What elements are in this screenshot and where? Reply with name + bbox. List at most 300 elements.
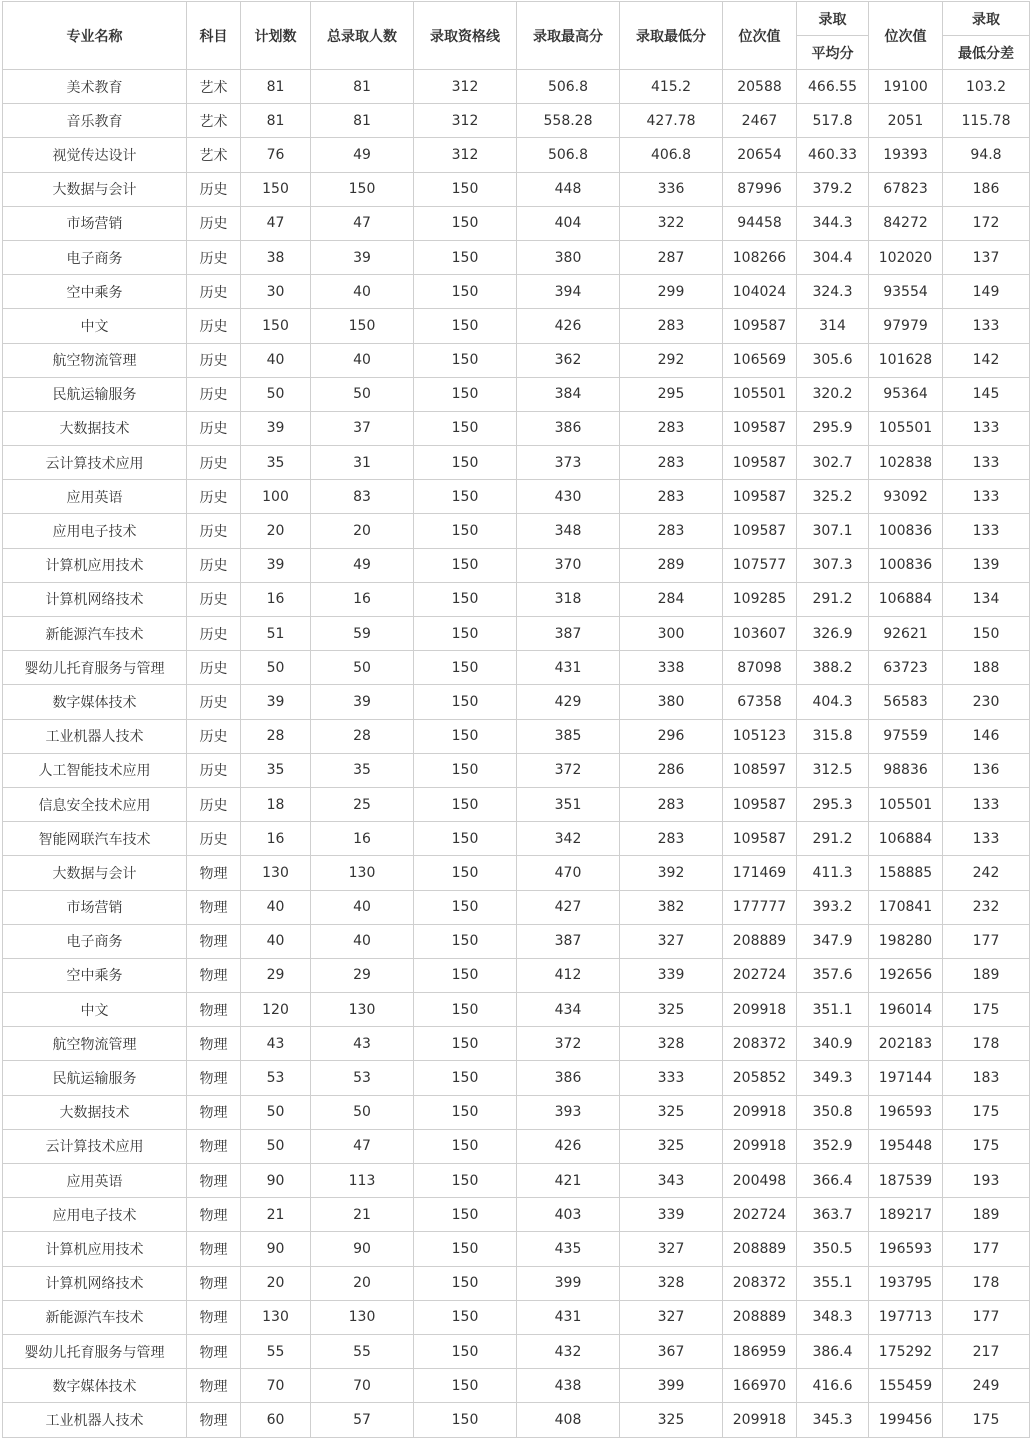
cell-major-name: 空中乘务 (3, 958, 187, 992)
cell-min-score-diff: 178 (943, 1027, 1030, 1061)
cell-max-score: 434 (517, 993, 620, 1027)
cell-min-score-diff: 178 (943, 1266, 1030, 1300)
cell-plan-count: 39 (241, 685, 311, 719)
cell-max-score: 421 (517, 1164, 620, 1198)
cell-subject: 物理 (187, 993, 241, 1027)
cell-admitted-count: 90 (311, 1232, 414, 1266)
cell-min-score-diff: 177 (943, 1300, 1030, 1334)
cell-subject: 历史 (187, 822, 241, 856)
cell-subject: 物理 (187, 1095, 241, 1129)
cell-rank-value: 208372 (723, 1027, 797, 1061)
cell-min-score-diff: 175 (943, 1403, 1030, 1437)
cell-max-score: 431 (517, 1300, 620, 1334)
cell-threshold: 150 (414, 1403, 517, 1437)
cell-threshold: 150 (414, 548, 517, 582)
cell-rank-value: 108597 (723, 753, 797, 787)
cell-plan-count: 40 (241, 924, 311, 958)
cell-min-score: 283 (620, 411, 723, 445)
cell-min-score: 382 (620, 890, 723, 924)
cell-avg-score: 307.3 (797, 548, 869, 582)
header-max-score: 录取最高分 (517, 2, 620, 70)
cell-subject: 历史 (187, 685, 241, 719)
cell-subject: 历史 (187, 377, 241, 411)
cell-rank-value-2: 63723 (869, 651, 943, 685)
cell-admitted-count: 35 (311, 753, 414, 787)
cell-avg-score: 314 (797, 309, 869, 343)
table-row (3, 1232, 1030, 1266)
cell-avg-score: 350.5 (797, 1232, 869, 1266)
cell-admitted-count: 49 (311, 548, 414, 582)
cell-rank-value-2: 198280 (869, 924, 943, 958)
cell-avg-score: 379.2 (797, 172, 869, 206)
cell-min-score-diff: 175 (943, 1129, 1030, 1163)
cell-threshold: 150 (414, 617, 517, 651)
cell-min-score: 427.78 (620, 104, 723, 138)
cell-min-score: 322 (620, 206, 723, 240)
cell-subject: 历史 (187, 309, 241, 343)
cell-major-name: 应用电子技术 (3, 1198, 187, 1232)
cell-rank-value: 94458 (723, 206, 797, 240)
cell-min-score: 339 (620, 1198, 723, 1232)
cell-plan-count: 130 (241, 1300, 311, 1334)
cell-plan-count: 100 (241, 480, 311, 514)
cell-admitted-count: 40 (311, 924, 414, 958)
cell-min-score-diff: 150 (943, 617, 1030, 651)
table-row (3, 856, 1030, 890)
table-row (3, 787, 1030, 821)
cell-min-score: 325 (620, 993, 723, 1027)
cell-rank-value-2: 97979 (869, 309, 943, 343)
cell-subject: 历史 (187, 446, 241, 480)
cell-subject: 物理 (187, 1129, 241, 1163)
cell-min-score: 339 (620, 958, 723, 992)
cell-rank-value: 104024 (723, 275, 797, 309)
cell-min-score-diff: 189 (943, 1198, 1030, 1232)
cell-avg-score: 416.6 (797, 1369, 869, 1403)
table-row (3, 104, 1030, 138)
cell-threshold: 150 (414, 582, 517, 616)
table-row (3, 240, 1030, 274)
cell-avg-score: 352.9 (797, 1129, 869, 1163)
cell-plan-count: 60 (241, 1403, 311, 1437)
cell-admitted-count: 20 (311, 1266, 414, 1300)
header-diff-bottom: 最低分差 (943, 36, 1030, 70)
cell-threshold: 150 (414, 958, 517, 992)
cell-min-score: 399 (620, 1369, 723, 1403)
cell-min-score: 283 (620, 787, 723, 821)
cell-threshold: 150 (414, 1369, 517, 1403)
cell-rank-value: 177777 (723, 890, 797, 924)
cell-admitted-count: 28 (311, 719, 414, 753)
cell-subject: 物理 (187, 1300, 241, 1334)
cell-rank-value: 109587 (723, 480, 797, 514)
cell-max-score: 342 (517, 822, 620, 856)
cell-rank-value: 109587 (723, 411, 797, 445)
cell-avg-score: 325.2 (797, 480, 869, 514)
cell-major-name: 数字媒体技术 (3, 1369, 187, 1403)
cell-threshold: 150 (414, 446, 517, 480)
cell-admitted-count: 29 (311, 958, 414, 992)
cell-admitted-count: 21 (311, 1198, 414, 1232)
cell-threshold: 150 (414, 1198, 517, 1232)
table-row (3, 411, 1030, 445)
cell-threshold: 150 (414, 822, 517, 856)
cell-admitted-count: 37 (311, 411, 414, 445)
cell-max-score: 438 (517, 1369, 620, 1403)
cell-avg-score: 304.4 (797, 240, 869, 274)
cell-max-score: 387 (517, 924, 620, 958)
table-row (3, 1027, 1030, 1061)
cell-rank-value: 107577 (723, 548, 797, 582)
cell-max-score: 399 (517, 1266, 620, 1300)
cell-rank-value-2: 105501 (869, 787, 943, 821)
cell-rank-value: 2467 (723, 104, 797, 138)
cell-major-name: 航空物流管理 (3, 1027, 187, 1061)
cell-min-score: 286 (620, 753, 723, 787)
table-row (3, 1266, 1030, 1300)
cell-min-score: 328 (620, 1027, 723, 1061)
cell-threshold: 312 (414, 70, 517, 104)
cell-threshold: 150 (414, 651, 517, 685)
header-admitted: 总录取人数 (311, 2, 414, 70)
cell-max-score: 427 (517, 890, 620, 924)
cell-threshold: 150 (414, 240, 517, 274)
cell-admitted-count: 20 (311, 514, 414, 548)
cell-threshold: 150 (414, 1095, 517, 1129)
cell-rank-value-2: 105501 (869, 411, 943, 445)
table-row (3, 1129, 1030, 1163)
cell-max-score: 448 (517, 172, 620, 206)
cell-plan-count: 40 (241, 343, 311, 377)
cell-admitted-count: 39 (311, 240, 414, 274)
cell-avg-score: 348.3 (797, 1300, 869, 1334)
cell-plan-count: 28 (241, 719, 311, 753)
cell-max-score: 380 (517, 240, 620, 274)
cell-min-score-diff: 133 (943, 309, 1030, 343)
cell-avg-score: 326.9 (797, 617, 869, 651)
cell-major-name: 云计算技术应用 (3, 446, 187, 480)
table-row (3, 1300, 1030, 1334)
cell-major-name: 大数据技术 (3, 1095, 187, 1129)
cell-max-score: 426 (517, 1129, 620, 1163)
cell-subject: 物理 (187, 958, 241, 992)
cell-rank-value-2: 196593 (869, 1095, 943, 1129)
cell-rank-value-2: 197144 (869, 1061, 943, 1095)
cell-admitted-count: 83 (311, 480, 414, 514)
cell-avg-score: 349.3 (797, 1061, 869, 1095)
cell-threshold: 312 (414, 104, 517, 138)
cell-min-score: 299 (620, 275, 723, 309)
table-row (3, 1095, 1030, 1129)
table-row (3, 993, 1030, 1027)
cell-rank-value-2: 102838 (869, 446, 943, 480)
cell-subject: 历史 (187, 206, 241, 240)
header-avg-bottom: 平均分 (797, 36, 869, 70)
cell-avg-score: 344.3 (797, 206, 869, 240)
cell-min-score: 300 (620, 617, 723, 651)
cell-max-score: 506.8 (517, 70, 620, 104)
cell-min-score: 283 (620, 446, 723, 480)
cell-avg-score: 393.2 (797, 890, 869, 924)
table-row (3, 309, 1030, 343)
cell-max-score: 435 (517, 1232, 620, 1266)
cell-major-name: 云计算技术应用 (3, 1129, 187, 1163)
cell-avg-score: 388.2 (797, 651, 869, 685)
cell-avg-score: 350.8 (797, 1095, 869, 1129)
cell-subject: 物理 (187, 1027, 241, 1061)
cell-rank-value: 109587 (723, 446, 797, 480)
cell-min-score: 296 (620, 719, 723, 753)
cell-major-name: 市场营销 (3, 890, 187, 924)
table-row (3, 753, 1030, 787)
cell-max-score: 318 (517, 582, 620, 616)
cell-avg-score: 351.1 (797, 993, 869, 1027)
cell-major-name: 美术教育 (3, 70, 187, 104)
cell-rank-value: 20588 (723, 70, 797, 104)
cell-admitted-count: 81 (311, 70, 414, 104)
cell-rank-value: 202724 (723, 1198, 797, 1232)
cell-avg-score: 355.1 (797, 1266, 869, 1300)
cell-max-score: 348 (517, 514, 620, 548)
cell-plan-count: 90 (241, 1164, 311, 1198)
table-row (3, 1198, 1030, 1232)
table-body (3, 70, 1030, 1438)
cell-major-name: 工业机器人技术 (3, 719, 187, 753)
cell-admitted-count: 150 (311, 172, 414, 206)
cell-rank-value-2: 202183 (869, 1027, 943, 1061)
cell-admitted-count: 59 (311, 617, 414, 651)
cell-plan-count: 90 (241, 1232, 311, 1266)
cell-max-score: 426 (517, 309, 620, 343)
cell-subject: 艺术 (187, 70, 241, 104)
cell-plan-count: 70 (241, 1369, 311, 1403)
cell-rank-value-2: 67823 (869, 172, 943, 206)
cell-admitted-count: 16 (311, 582, 414, 616)
cell-min-score-diff: 232 (943, 890, 1030, 924)
cell-plan-count: 30 (241, 275, 311, 309)
cell-threshold: 150 (414, 1300, 517, 1334)
cell-max-score: 372 (517, 1027, 620, 1061)
cell-rank-value-2: 56583 (869, 685, 943, 719)
cell-rank-value-2: 193795 (869, 1266, 943, 1300)
cell-subject: 物理 (187, 1266, 241, 1300)
header-rank-1: 位次值 (723, 2, 797, 70)
cell-rank-value: 208889 (723, 1300, 797, 1334)
cell-major-name: 大数据技术 (3, 411, 187, 445)
cell-plan-count: 50 (241, 1095, 311, 1129)
cell-rank-value: 105123 (723, 719, 797, 753)
cell-plan-count: 16 (241, 582, 311, 616)
cell-min-score-diff: 115.78 (943, 104, 1030, 138)
cell-max-score: 432 (517, 1334, 620, 1368)
cell-avg-score: 324.3 (797, 275, 869, 309)
cell-min-score: 325 (620, 1129, 723, 1163)
cell-plan-count: 39 (241, 548, 311, 582)
cell-major-name: 婴幼儿托育服务与管理 (3, 1334, 187, 1368)
cell-subject: 历史 (187, 548, 241, 582)
cell-major-name: 航空物流管理 (3, 343, 187, 377)
cell-major-name: 计算机网络技术 (3, 1266, 187, 1300)
cell-major-name: 民航运输服务 (3, 377, 187, 411)
cell-admitted-count: 40 (311, 890, 414, 924)
cell-plan-count: 120 (241, 993, 311, 1027)
header-min-score: 录取最低分 (620, 2, 723, 70)
cell-rank-value-2: 196014 (869, 993, 943, 1027)
cell-rank-value: 209918 (723, 1129, 797, 1163)
cell-rank-value: 67358 (723, 685, 797, 719)
cell-subject: 历史 (187, 651, 241, 685)
cell-min-score: 333 (620, 1061, 723, 1095)
cell-rank-value: 109587 (723, 309, 797, 343)
cell-min-score-diff: 193 (943, 1164, 1030, 1198)
cell-rank-value: 103607 (723, 617, 797, 651)
table-row (3, 446, 1030, 480)
cell-subject: 物理 (187, 890, 241, 924)
cell-major-name: 民航运输服务 (3, 1061, 187, 1095)
cell-rank-value-2: 98836 (869, 753, 943, 787)
cell-min-score-diff: 133 (943, 822, 1030, 856)
cell-min-score-diff: 136 (943, 753, 1030, 787)
cell-rank-value: 105501 (723, 377, 797, 411)
cell-min-score-diff: 103.2 (943, 70, 1030, 104)
cell-plan-count: 130 (241, 856, 311, 890)
cell-rank-value-2: 106884 (869, 822, 943, 856)
cell-max-score: 404 (517, 206, 620, 240)
cell-subject: 历史 (187, 514, 241, 548)
header-avg-top: 录取 (797, 2, 869, 36)
cell-plan-count: 47 (241, 206, 311, 240)
cell-subject: 物理 (187, 1403, 241, 1437)
table-row (3, 514, 1030, 548)
table-row (3, 275, 1030, 309)
cell-threshold: 150 (414, 480, 517, 514)
cell-max-score: 362 (517, 343, 620, 377)
cell-rank-value-2: 175292 (869, 1334, 943, 1368)
cell-min-score: 283 (620, 480, 723, 514)
cell-plan-count: 21 (241, 1198, 311, 1232)
cell-rank-value: 108266 (723, 240, 797, 274)
cell-admitted-count: 39 (311, 685, 414, 719)
cell-plan-count: 18 (241, 787, 311, 821)
cell-plan-count: 150 (241, 172, 311, 206)
header-subject: 科目 (187, 2, 241, 70)
cell-rank-value: 109587 (723, 822, 797, 856)
cell-min-score: 327 (620, 1300, 723, 1334)
cell-min-score: 283 (620, 822, 723, 856)
cell-rank-value: 209918 (723, 1095, 797, 1129)
cell-min-score: 287 (620, 240, 723, 274)
cell-avg-score: 517.8 (797, 104, 869, 138)
cell-admitted-count: 81 (311, 104, 414, 138)
cell-min-score: 327 (620, 1232, 723, 1266)
cell-rank-value: 171469 (723, 856, 797, 890)
cell-subject: 历史 (187, 343, 241, 377)
cell-major-name: 空中乘务 (3, 275, 187, 309)
cell-rank-value-2: 158885 (869, 856, 943, 890)
cell-min-score: 343 (620, 1164, 723, 1198)
cell-min-score: 336 (620, 172, 723, 206)
cell-admitted-count: 70 (311, 1369, 414, 1403)
cell-major-name: 市场营销 (3, 206, 187, 240)
header-row (3, 2, 1030, 36)
cell-major-name: 计算机应用技术 (3, 1232, 187, 1266)
cell-min-score-diff: 242 (943, 856, 1030, 890)
cell-subject: 物理 (187, 1334, 241, 1368)
cell-rank-value: 208889 (723, 1232, 797, 1266)
cell-subject: 历史 (187, 617, 241, 651)
cell-max-score: 386 (517, 411, 620, 445)
cell-rank-value: 109587 (723, 787, 797, 821)
cell-plan-count: 20 (241, 514, 311, 548)
cell-plan-count: 43 (241, 1027, 311, 1061)
cell-threshold: 150 (414, 1266, 517, 1300)
table-row (3, 1369, 1030, 1403)
cell-rank-value-2: 100836 (869, 548, 943, 582)
cell-avg-score: 320.2 (797, 377, 869, 411)
cell-major-name: 大数据与会计 (3, 856, 187, 890)
cell-max-score: 431 (517, 651, 620, 685)
cell-avg-score: 307.1 (797, 514, 869, 548)
cell-plan-count: 29 (241, 958, 311, 992)
cell-admitted-count: 50 (311, 377, 414, 411)
cell-admitted-count: 47 (311, 1129, 414, 1163)
cell-rank-value-2: 187539 (869, 1164, 943, 1198)
cell-min-score: 283 (620, 309, 723, 343)
cell-min-score: 284 (620, 582, 723, 616)
cell-rank-value-2: 19100 (869, 70, 943, 104)
cell-min-score-diff: 183 (943, 1061, 1030, 1095)
cell-plan-count: 81 (241, 70, 311, 104)
cell-rank-value-2: 170841 (869, 890, 943, 924)
table-row (3, 1334, 1030, 1368)
cell-avg-score: 366.4 (797, 1164, 869, 1198)
cell-avg-score: 404.3 (797, 685, 869, 719)
cell-max-score: 385 (517, 719, 620, 753)
cell-rank-value: 186959 (723, 1334, 797, 1368)
cell-avg-score: 291.2 (797, 582, 869, 616)
cell-avg-score: 386.4 (797, 1334, 869, 1368)
cell-threshold: 150 (414, 206, 517, 240)
cell-max-score: 403 (517, 1198, 620, 1232)
cell-min-score-diff: 249 (943, 1369, 1030, 1403)
table-row (3, 206, 1030, 240)
cell-min-score: 292 (620, 343, 723, 377)
cell-admitted-count: 47 (311, 206, 414, 240)
table-row (3, 70, 1030, 104)
cell-min-score-diff: 133 (943, 411, 1030, 445)
cell-avg-score: 295.9 (797, 411, 869, 445)
cell-rank-value: 209918 (723, 1403, 797, 1437)
cell-max-score: 412 (517, 958, 620, 992)
cell-max-score: 386 (517, 1061, 620, 1095)
table-row (3, 1061, 1030, 1095)
cell-threshold: 150 (414, 719, 517, 753)
table-row (3, 617, 1030, 651)
cell-major-name: 电子商务 (3, 240, 187, 274)
cell-plan-count: 39 (241, 411, 311, 445)
cell-avg-score: 340.9 (797, 1027, 869, 1061)
cell-min-score-diff: 137 (943, 240, 1030, 274)
cell-rank-value: 106569 (723, 343, 797, 377)
cell-admitted-count: 40 (311, 343, 414, 377)
cell-max-score: 373 (517, 446, 620, 480)
cell-threshold: 312 (414, 138, 517, 172)
cell-rank-value-2: 155459 (869, 1369, 943, 1403)
cell-avg-score: 347.9 (797, 924, 869, 958)
cell-max-score: 470 (517, 856, 620, 890)
cell-admitted-count: 150 (311, 309, 414, 343)
cell-min-score-diff: 177 (943, 1232, 1030, 1266)
